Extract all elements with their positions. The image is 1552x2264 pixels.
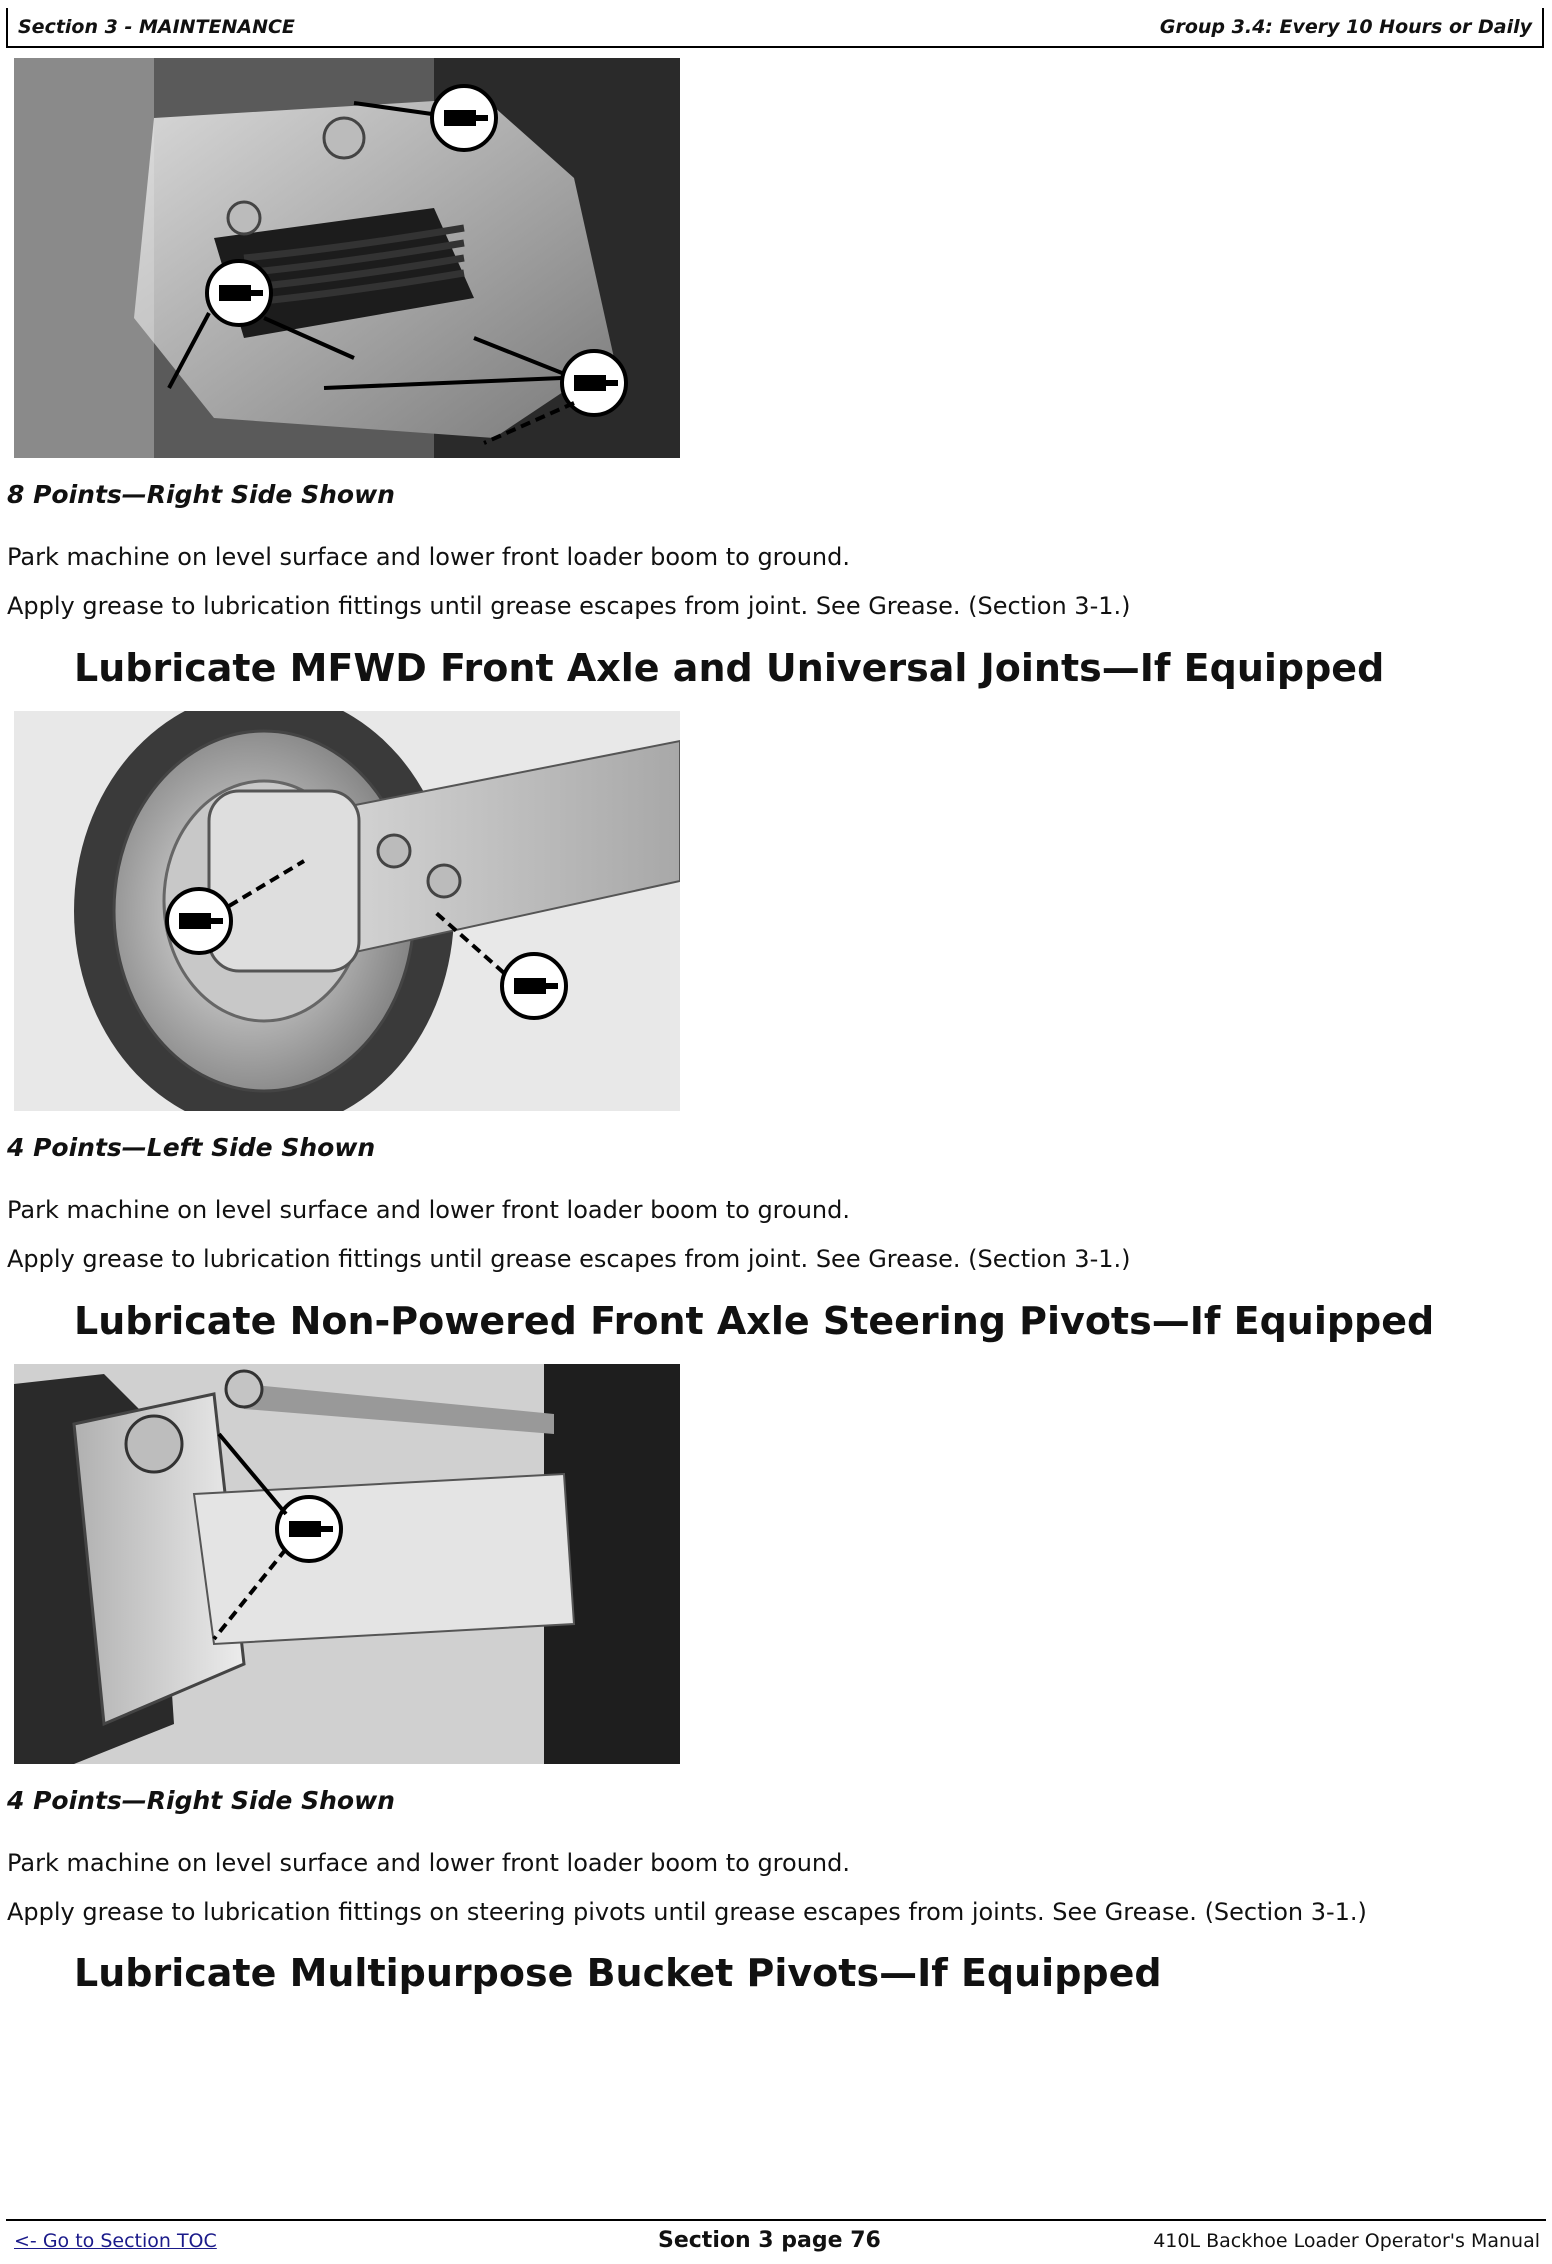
grease-gun-icon	[207, 261, 271, 325]
page-header	[6, 8, 1544, 48]
manual-title: 410L Backhoe Loader Operator's Manual	[1153, 2230, 1540, 2252]
section-title: Section 3 - MAINTENANCE	[18, 16, 295, 38]
instruction-text: Park machine on level surface and lower front loader boom to ground.	[7, 1196, 850, 1224]
section-heading: Lubricate MFWD Front Axle and Universal Joints—If Equipped	[74, 646, 1385, 690]
instruction-text: Apply grease to lubrication fittings until grease escapes from joint. See Grease. (Section 3-1.)	[7, 1245, 1131, 1273]
section-toc-link[interactable]: <- Go to Section TOC	[14, 2230, 217, 2252]
instruction-text: Apply grease to lubrication fittings until grease escapes from joint. See Grease. (Section 3-1.)	[7, 592, 1131, 620]
steering-pivot-lubrication-figure	[14, 1364, 680, 1764]
mfwd-axle-lubrication-figure	[14, 711, 680, 1111]
figure-caption: 4 Points—Right Side Shown	[7, 1786, 395, 1815]
grease-gun-icon	[502, 954, 566, 1018]
page-number: Section 3 page 76	[658, 2228, 881, 2253]
boom-pivot-lubrication-figure	[14, 58, 680, 458]
section-heading: Lubricate Non-Powered Front Axle Steering Pivots—If Equipped	[74, 1299, 1435, 1343]
section-heading: Lubricate Multipurpose Bucket Pivots—If Equipped	[74, 1951, 1162, 1995]
instruction-text: Park machine on level surface and lower front loader boom to ground.	[7, 1849, 850, 1877]
grease-gun-icon	[432, 86, 496, 150]
instruction-text: Apply grease to lubrication fittings on steering pivots until grease escapes from joints. See Grease. (Section 3-1.)	[7, 1898, 1367, 1926]
footer-divider	[6, 2219, 1546, 2221]
figure-caption: 8 Points—Right Side Shown	[7, 480, 395, 509]
instruction-text: Park machine on level surface and lower front loader boom to ground.	[7, 543, 850, 571]
group-title: Group 3.4: Every 10 Hours or Daily	[1159, 16, 1532, 38]
grease-gun-icon	[167, 889, 231, 953]
figure-caption: 4 Points—Left Side Shown	[7, 1133, 376, 1162]
